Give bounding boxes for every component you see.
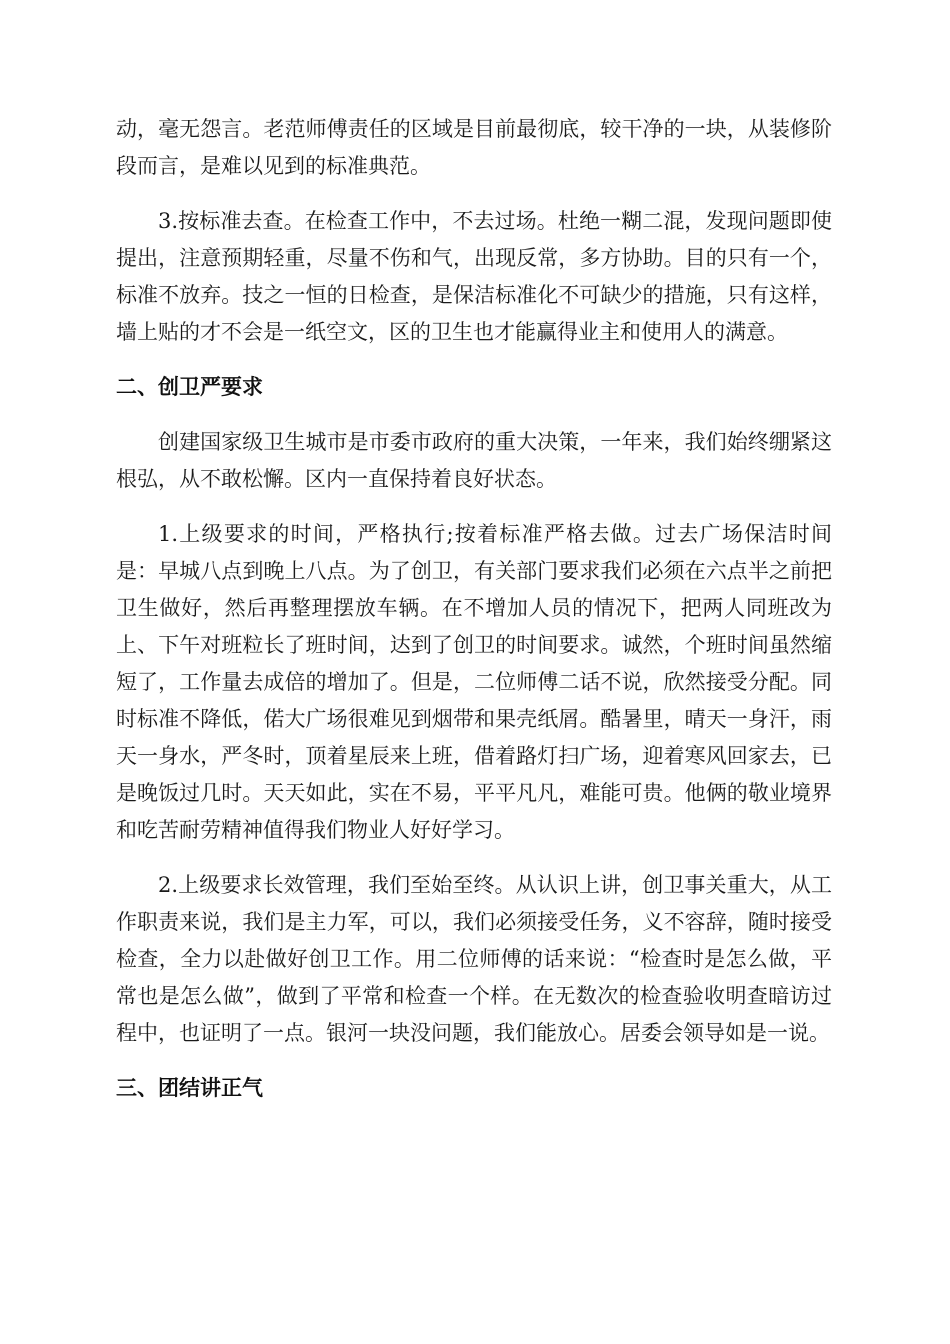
document-body	[116, 111, 832, 1125]
paragraph-section-2-item-1: 1.上级要求的时间，严格执行;按着标准严格去做。过去广场保洁时间是：早城八点到晚上八点。为了创卫，有关部门要求我们必须在六点半之前把卫生做好，然后再整理摆放车辆。在不增加人员的情况下，把两人同班改为上、下午对班粒长了班时间，达到了创卫的时间要求。诚然，个班时间虽然缩短了，工作量去成倍的增加了。但是，二位师傅二话不说，欣然接受分配。同时标准不降低，偌大广场很难见到烟带和果壳纸屑。酷暑里，晴天一身汗，雨天一身水，严冬时，顶着星辰来上班，借着路灯扫广场，迎着寒风回家去，已是晚饭过几时。天天如此，实在不易，平平凡凡，难能可贵。他俩的敬业境界和吃苦耐劳精神值得我们物业人好好学习。	[116, 522, 832, 842]
paragraph-continuation: 动，毫无怨言。老范师傅责任的区域是目前最彻底，较干净的一块，从装修阶段而言，是难以见到的标准典范。	[116, 117, 832, 178]
paragraph-section-2-item-2: 2.上级要求长效管理，我们至始至终。从认识上讲，创卫事关重大，从工作职责来说，我们是主力军，可以，我们必须接受任务，义不容辞，随时接受检查，全力以赴做好创卫工作。用二位师傅的话来说：“检查时是怎么做，平常也是怎么做”，做到了平常和检查一个样。在无数次的检查验收明查暗访过程中，也证明了一点。银河一块没问题，我们能放心。居委会领导如是一说。	[116, 873, 832, 1045]
paragraph-section-2-intro: 创建国家级卫生城市是市委市政府的重大决策，一年来，我们始终绷紧这根弘，从不敢松懈。区内一直保持着良好状态。	[116, 430, 832, 491]
section-heading-3: 三、团结讲正气	[116, 1076, 263, 1100]
paragraph-item-3: 3.按标准去查。在检查工作中，不去过场。杜绝一糊二混，发现问题即使提出，注意预期轻重，尽量不伤和气，出现反常，多方协助。目的只有一个，标准不放弃。技之一恒的日检查，是保洁标准化不可缺少的措施，只有这样，墙上贴的才不会是一纸空文，区的卫生也才能赢得业主和使用人的满意。	[116, 209, 832, 344]
section-heading-2: 二、创卫严要求	[116, 375, 263, 399]
